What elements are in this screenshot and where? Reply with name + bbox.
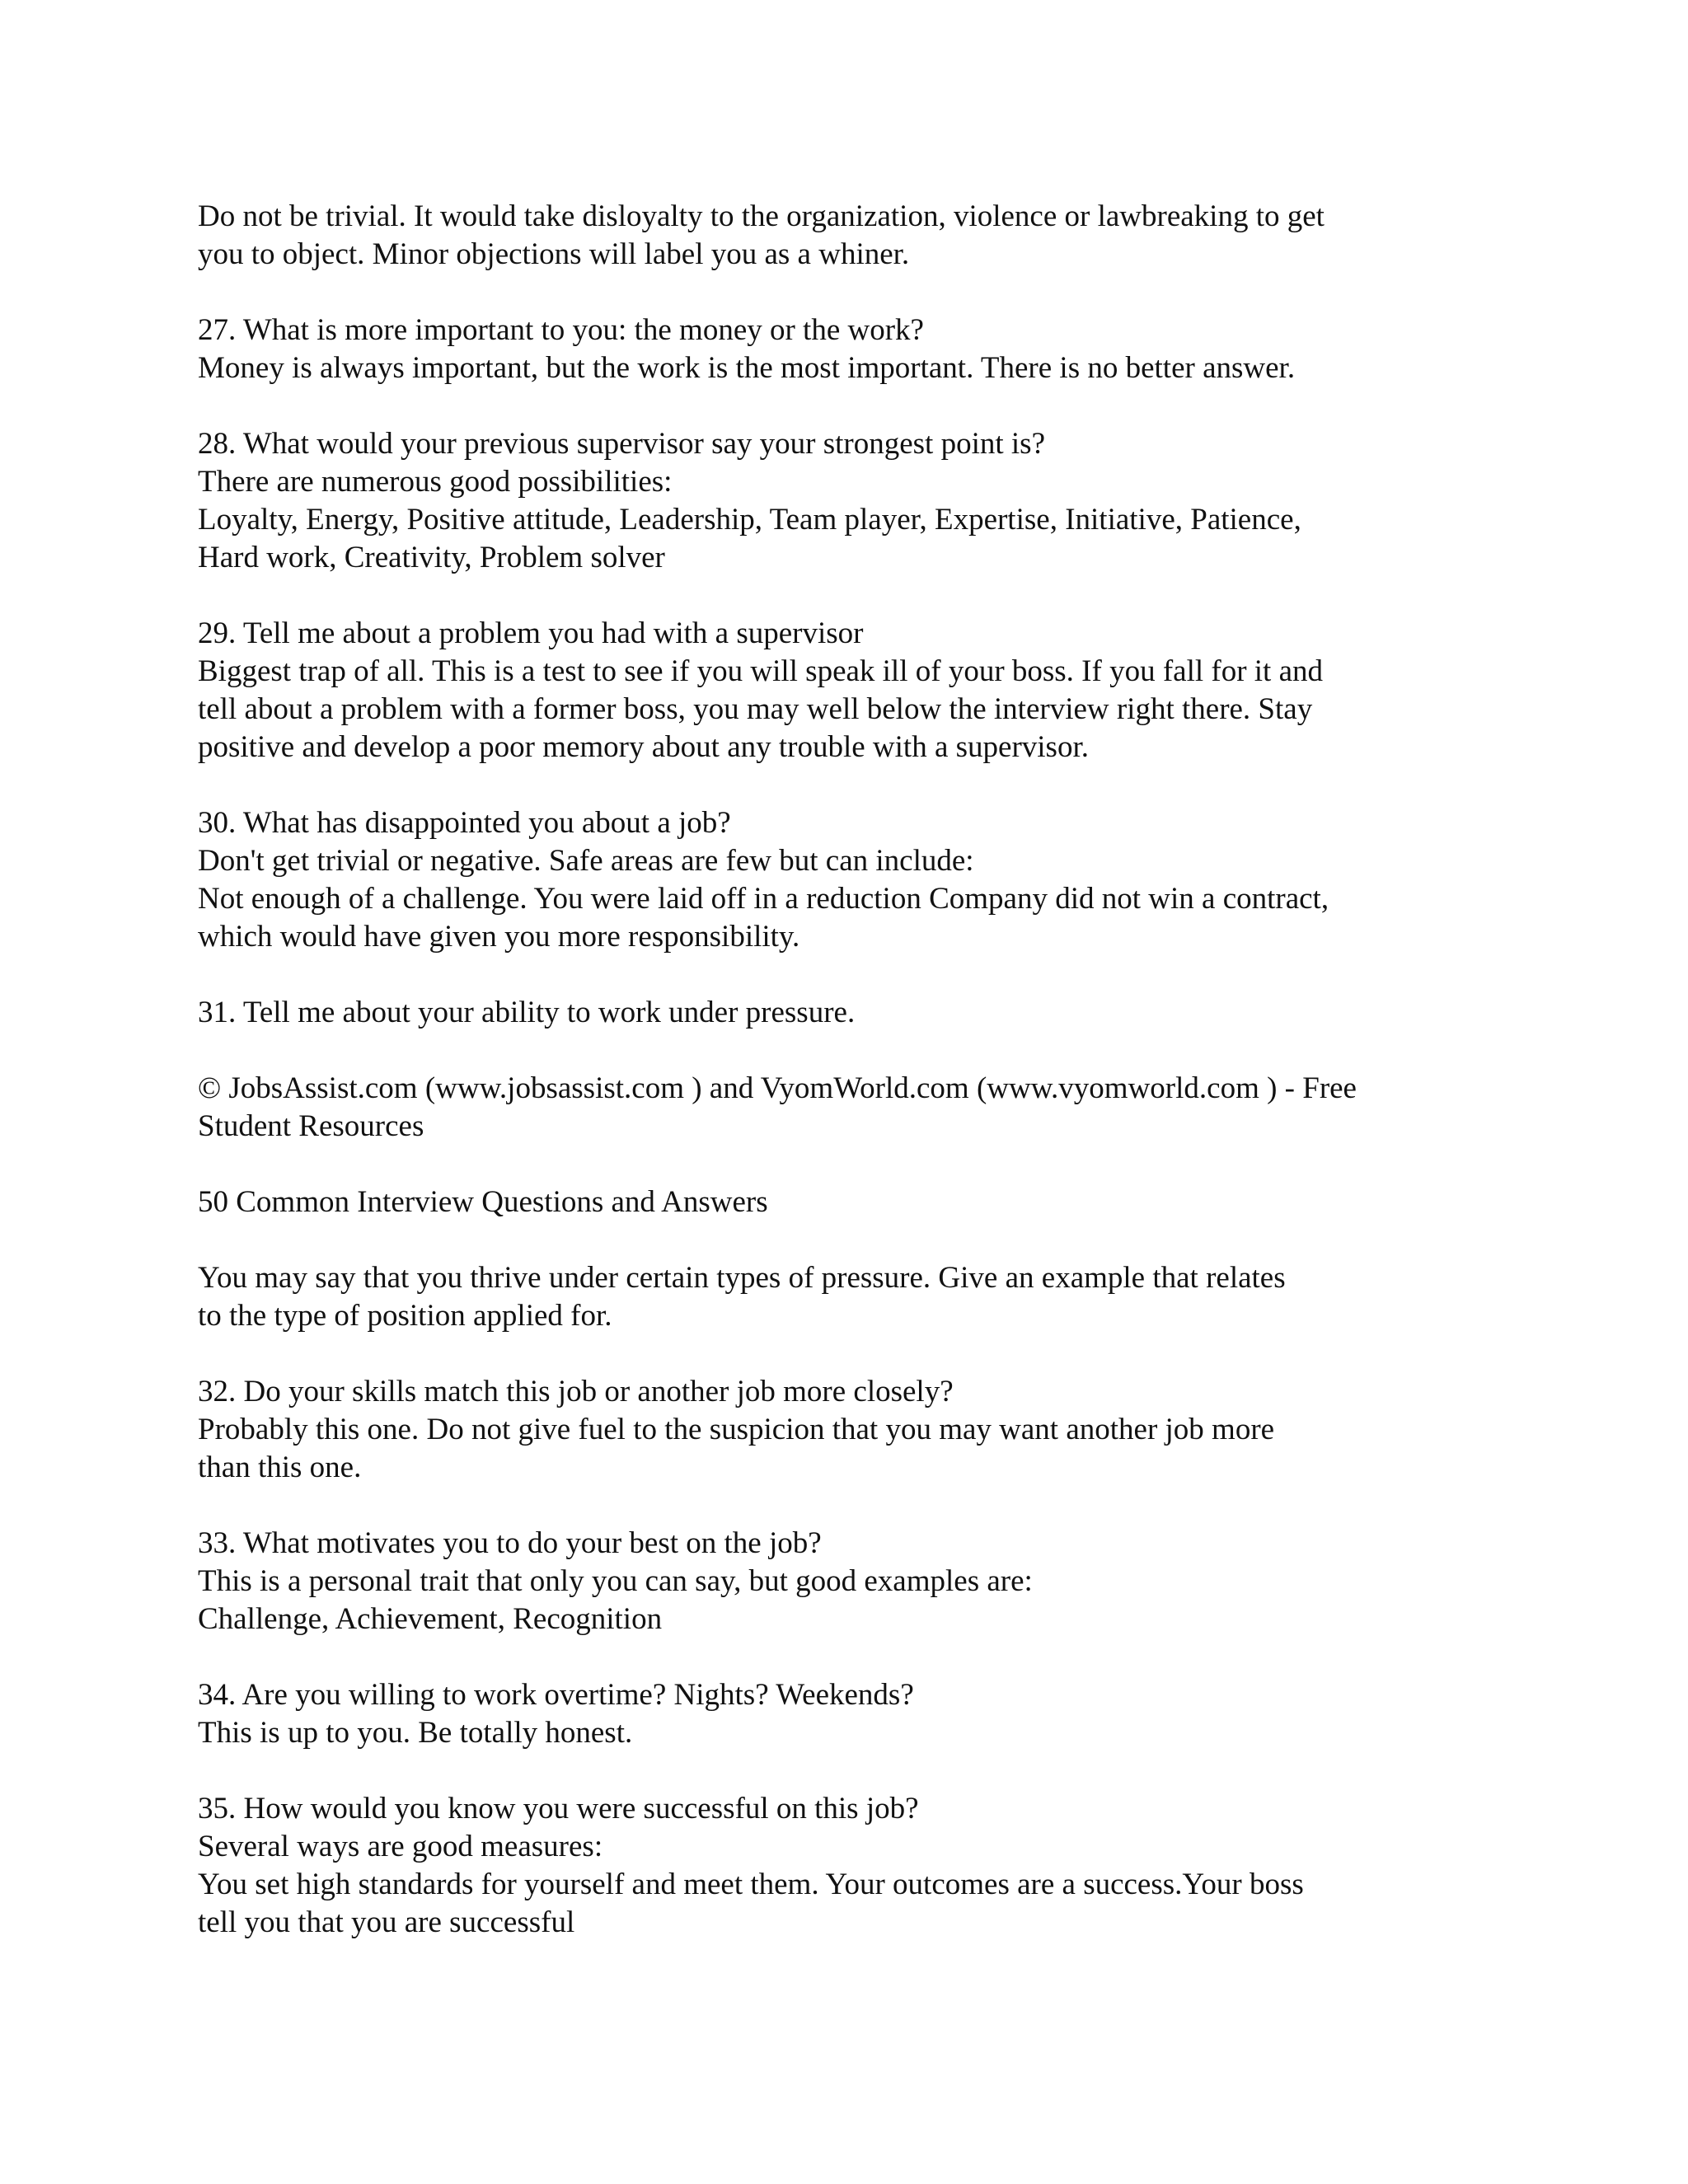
question-30: [198, 804, 1533, 956]
question-heading: 29. Tell me about a problem you had with a supervisor: [198, 616, 864, 650]
answer-line: positive and develop a poor memory about any trouble with a supervisor.: [198, 730, 1089, 764]
question-32: [198, 1373, 1533, 1487]
answer-line: Money is always important, but the work is the most important. There is no better answer.: [198, 351, 1296, 385]
answer-line: Probably this one. Do not give fuel to the suspicion that you may want another job more: [198, 1413, 1275, 1446]
answer-line: Several ways are good measures:: [198, 1830, 603, 1863]
copyright-line: © JobsAssist.com (www.jobsassist.com ) and VyomWorld.com (www.vyomworld.com ) - Free: [198, 1071, 1357, 1105]
answer-line: You may say that you thrive under certain types of pressure. Give an example that relates: [198, 1261, 1286, 1295]
question-heading: 35. How would you know you were successful on this job?: [198, 1792, 919, 1825]
answer-line: Loyalty, Energy, Positive attitude, Leadership, Team player, Expertise, Initiative, Patience,: [198, 503, 1301, 537]
answer-31: [198, 1259, 1533, 1335]
copyright-notice: [198, 1070, 1533, 1146]
answer-line: This is a personal trait that only you can say, but good examples are:: [198, 1564, 1033, 1598]
question-28: [198, 425, 1533, 577]
answer-line: tell about a problem with a former boss, you may well below the interview right there. Stay: [198, 692, 1313, 726]
paragraph-intro: [198, 198, 1533, 274]
question-29: [198, 615, 1533, 766]
question-heading: 31. Tell me about your ability to work under pressure.: [198, 996, 856, 1029]
answer-line: There are numerous good possibilities:: [198, 465, 673, 499]
document-page: [198, 198, 1533, 1980]
question-heading: 33. What motivates you to do your best on the job?: [198, 1526, 822, 1560]
title-line: 50 Common Interview Questions and Answers: [198, 1185, 768, 1219]
text-line: you to object. Minor objections will label you as a whiner.: [198, 237, 910, 271]
answer-line: You set high standards for yourself and meet them. Your outcomes are a success.Your boss: [198, 1868, 1304, 1901]
answer-line: tell you that you are successful: [198, 1905, 575, 1939]
question-heading: 28. What would your previous supervisor say your strongest point is?: [198, 427, 1045, 461]
question-heading: 34. Are you willing to work overtime? Nights? Weekends?: [198, 1678, 914, 1712]
answer-line: Challenge, Achievement, Recognition: [198, 1602, 663, 1636]
answer-line: Hard work, Creativity, Problem solver: [198, 541, 665, 574]
question-heading: 27. What is more important to you: the money or the work?: [198, 313, 924, 347]
text-line: Do not be trivial. It would take disloyalty to the organization, violence or lawbreaking to get: [198, 199, 1325, 233]
document-title: [198, 1183, 1533, 1221]
question-heading: 32. Do your skills match this job or another job more closely?: [198, 1375, 954, 1408]
question-heading: 30. What has disappointed you about a job?: [198, 806, 731, 840]
answer-line: This is up to you. Be totally honest.: [198, 1716, 633, 1750]
answer-line: Don't get trivial or negative. Safe areas are few but can include:: [198, 844, 974, 878]
copyright-line: Student Resources: [198, 1109, 424, 1143]
question-31: [198, 994, 1533, 1032]
answer-line: Not enough of a challenge. You were laid off in a reduction Company did not win a contract,: [198, 882, 1329, 916]
answer-line: which would have given you more responsibility.: [198, 920, 800, 954]
answer-line: than this one.: [198, 1451, 362, 1484]
question-33: [198, 1525, 1533, 1638]
question-27: [198, 312, 1533, 387]
question-35: [198, 1790, 1533, 1942]
question-34: [198, 1676, 1533, 1752]
answer-line: to the type of position applied for.: [198, 1299, 612, 1333]
answer-line: Biggest trap of all. This is a test to see if you will speak ill of your boss. If you fall for it and: [198, 654, 1324, 688]
